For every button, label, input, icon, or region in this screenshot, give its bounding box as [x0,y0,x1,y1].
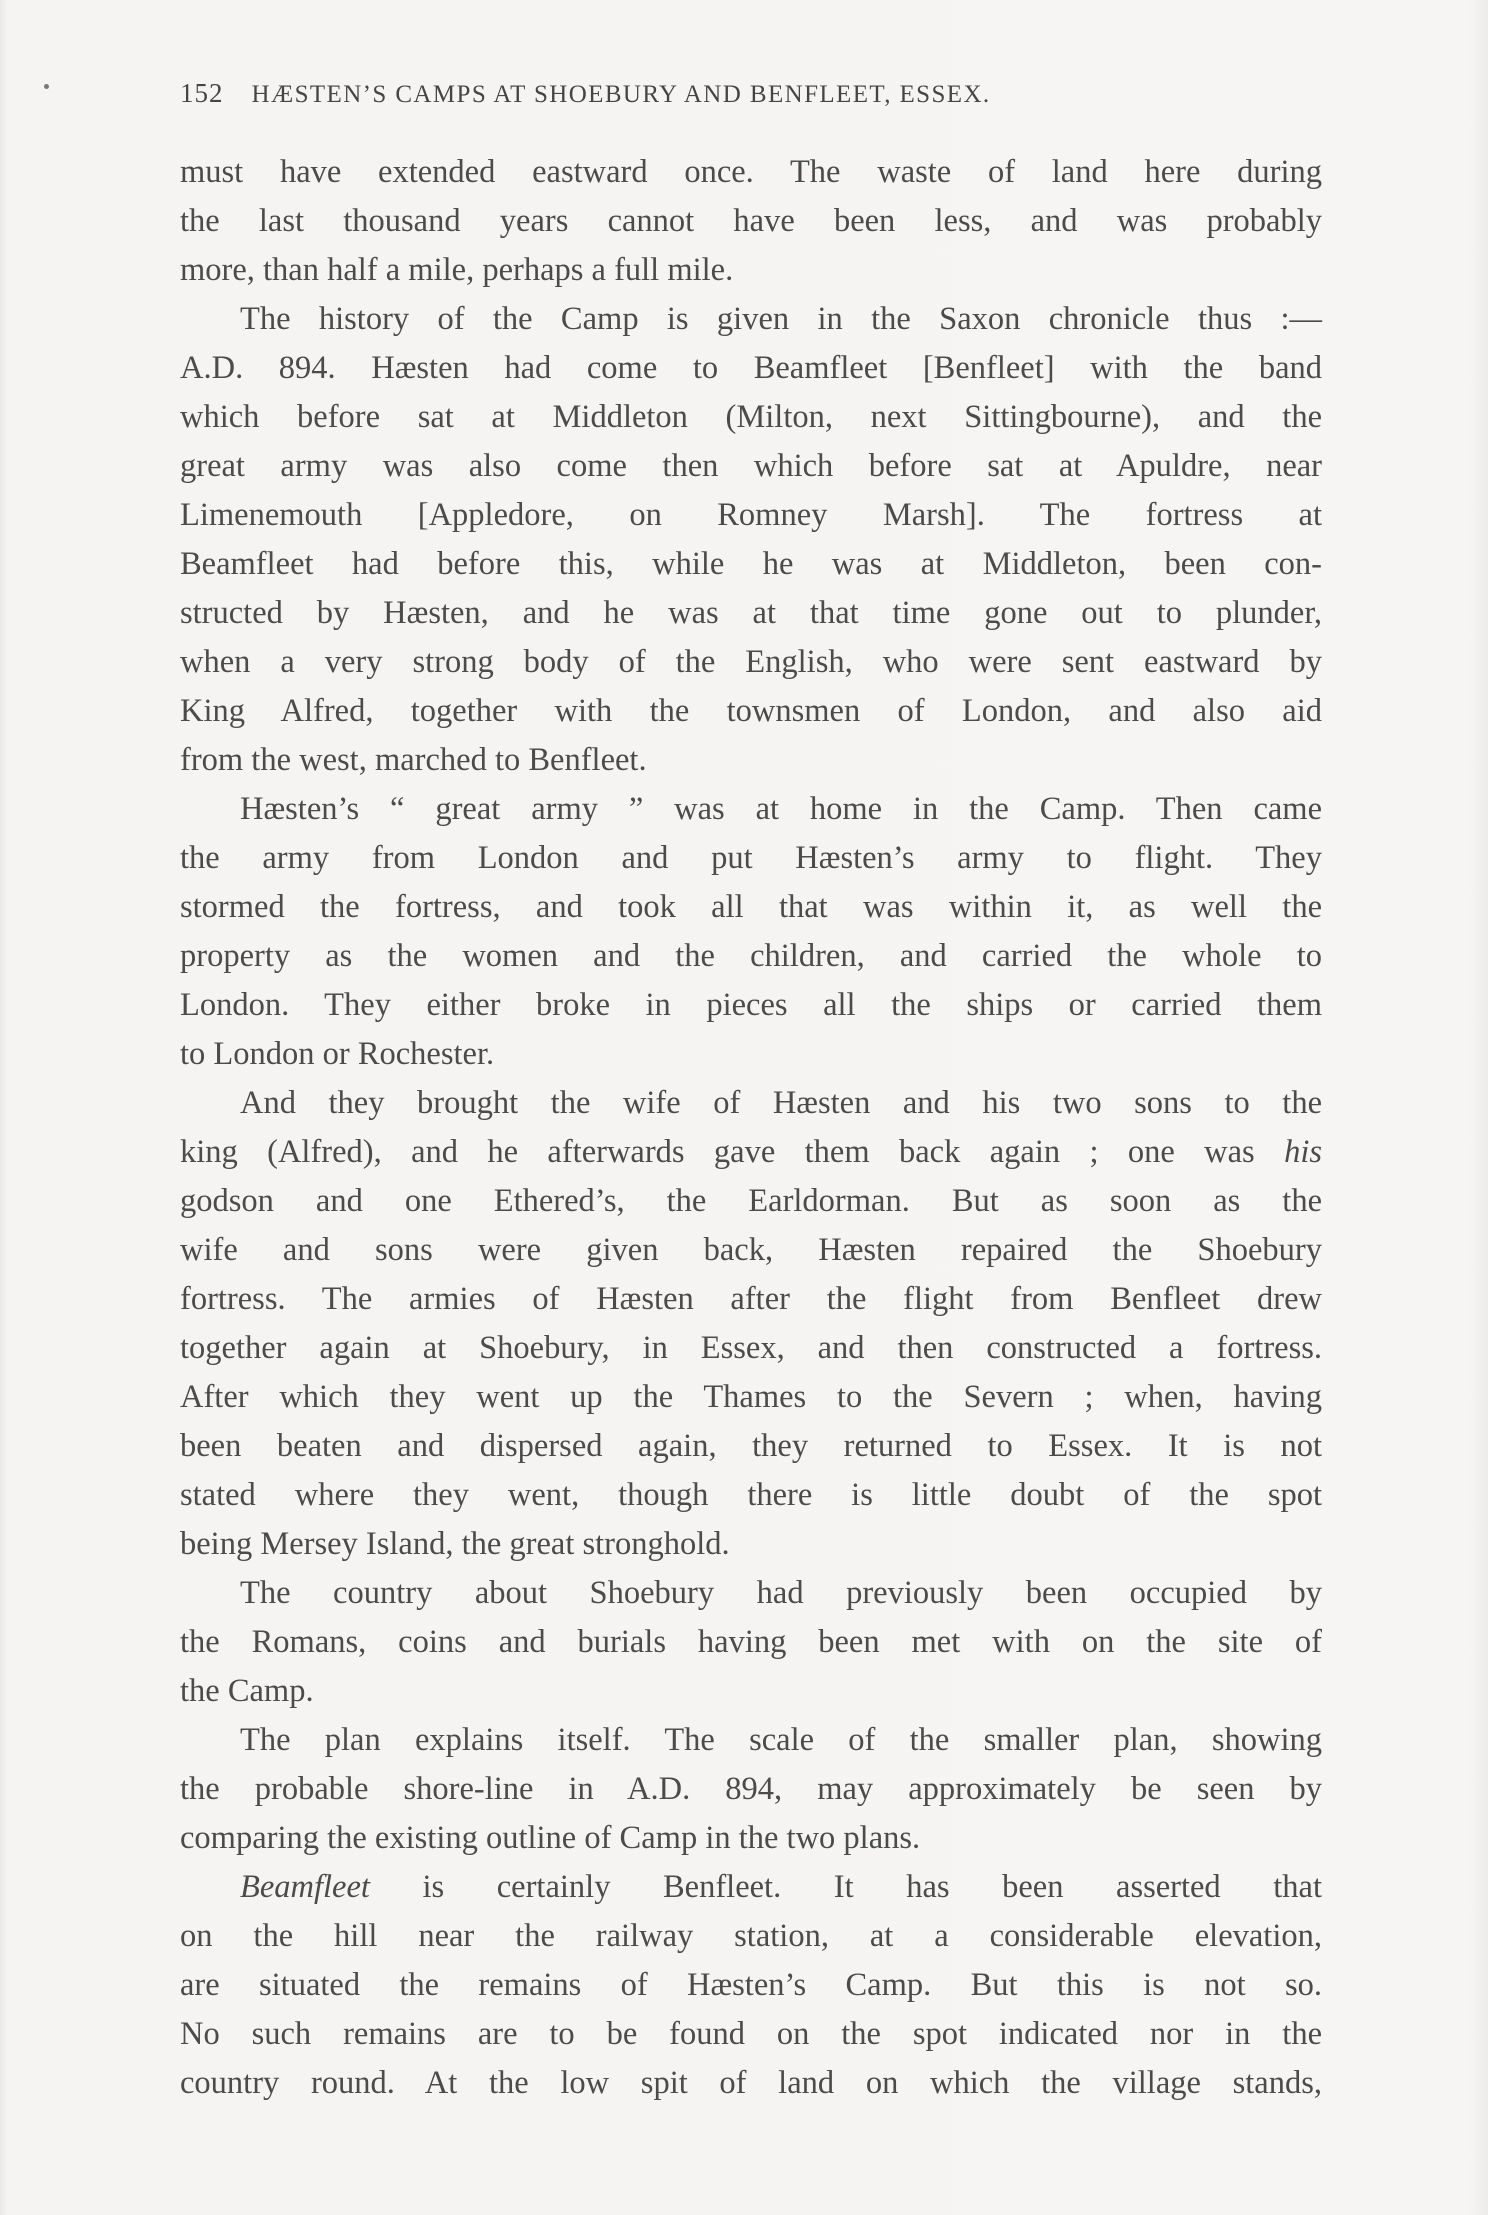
text-line: structed by Hæsten, and he was at that time gone out to plunder, [180,595,1322,631]
text-line: must have extended eastward once. The waste of land here during [180,154,1322,190]
paragraph [180,785,1322,1079]
text-line: The plan explains itself. The scale of the smaller plan, showing [240,1722,1322,1758]
text-line: A.D. 894. Hæsten had come to Beamfleet [Benfleet] with the band [180,350,1322,386]
text-line: been beaten and dispersed again, they returned to Essex. It is not [180,1428,1322,1464]
text-line: are situated the remains of Hæsten’s Camp. But this is not so. [180,1967,1322,2003]
text-line: being Mersey Island, the great stronghold. [180,1526,730,1562]
text-line: Limenemouth [Appledore, on Romney Marsh]. The fortress at [180,497,1322,533]
text-line: London. They either broke in pieces all the ships or carried them [180,987,1322,1023]
text-line: stormed the fortress, and took all that was within it, as well the [180,889,1322,925]
text-line: the Romans, coins and burials having been met with on the site of [180,1624,1322,1660]
running-header [180,78,1320,109]
text-line: from the west, marched to Benfleet. [180,742,647,778]
text-line: which before sat at Middleton (Milton, next Sittingbourne), and the [180,399,1322,435]
text-line: the probable shore-line in A.D. 894, may approximately be seen by [180,1771,1322,1807]
paragraph [180,148,1322,295]
page-number: 152 [180,78,224,108]
text-line: Beamfleet is certainly Benfleet. It has been asserted that [240,1869,1322,1905]
text-line: when a very strong body of the English, who were sent eastward by [180,644,1322,680]
text-line: Beamfleet had before this, while he was at Middleton, been con- [180,546,1322,582]
text-line: to London or Rochester. [180,1036,495,1072]
text-line: more, than half a mile, perhaps a full mile. [180,252,734,288]
margin-dot [44,84,49,89]
text-line: fortress. The armies of Hæsten after the flight from Benfleet drew [180,1281,1322,1317]
text-line: King Alfred, together with the townsmen of London, and also aid [180,693,1322,729]
italic-word: his [1284,1134,1322,1170]
text-line: property as the women and the children, and carried the whole to [180,938,1322,974]
text-line: wife and sons were given back, Hæsten repaired the Shoebury [180,1232,1322,1268]
text-line: on the hill near the railway station, at a considerable elevation, [180,1918,1322,1954]
text-line: And they brought the wife of Hæsten and his two sons to the [240,1085,1322,1121]
text-line: No such remains are to be found on the spot indicated nor in the [180,2016,1322,2052]
text-line: The history of the Camp is given in the Saxon chronicle thus :— [240,301,1322,337]
text-line: Hæsten’s “ great army ” was at home in the Camp. Then came [240,791,1322,827]
text-line: After which they went up the Thames to the Severn ; when, having [180,1379,1322,1415]
text-line: the last thousand years cannot have been less, and was probably [180,203,1322,239]
running-title: HÆSTEN’S CAMPS AT SHOEBURY AND BENFLEET, ESSEX. [251,81,991,108]
text-line: great army was also come then which before sat at Apuldre, near [180,448,1322,484]
body-text [180,148,1322,2108]
text-line: stated where they went, though there is little doubt of the spot [180,1477,1322,1513]
text-line: the army from London and put Hæsten’s army to flight. They [180,840,1322,876]
text-line: the Camp. [180,1673,314,1709]
paragraph [180,1716,1322,1863]
paragraph [180,295,1322,785]
italic-word: Beamfleet [240,1869,370,1905]
text-line: together again at Shoebury, in Essex, and then constructed a fortress. [180,1330,1322,1366]
text-line: king (Alfred), and he afterwards gave them back again ; one was his [180,1134,1322,1170]
text-line: godson and one Ethered’s, the Earldorman. But as soon as the [180,1183,1322,1219]
text-line: country round. At the low spit of land on which the village stands, [180,2065,1322,2101]
paragraph [180,1079,1322,1569]
text-line: comparing the existing outline of Camp in the two plans. [180,1820,921,1856]
text-line: The country about Shoebury had previously been occupied by [240,1575,1322,1611]
paragraph [180,1863,1322,2108]
paragraph [180,1569,1322,1716]
